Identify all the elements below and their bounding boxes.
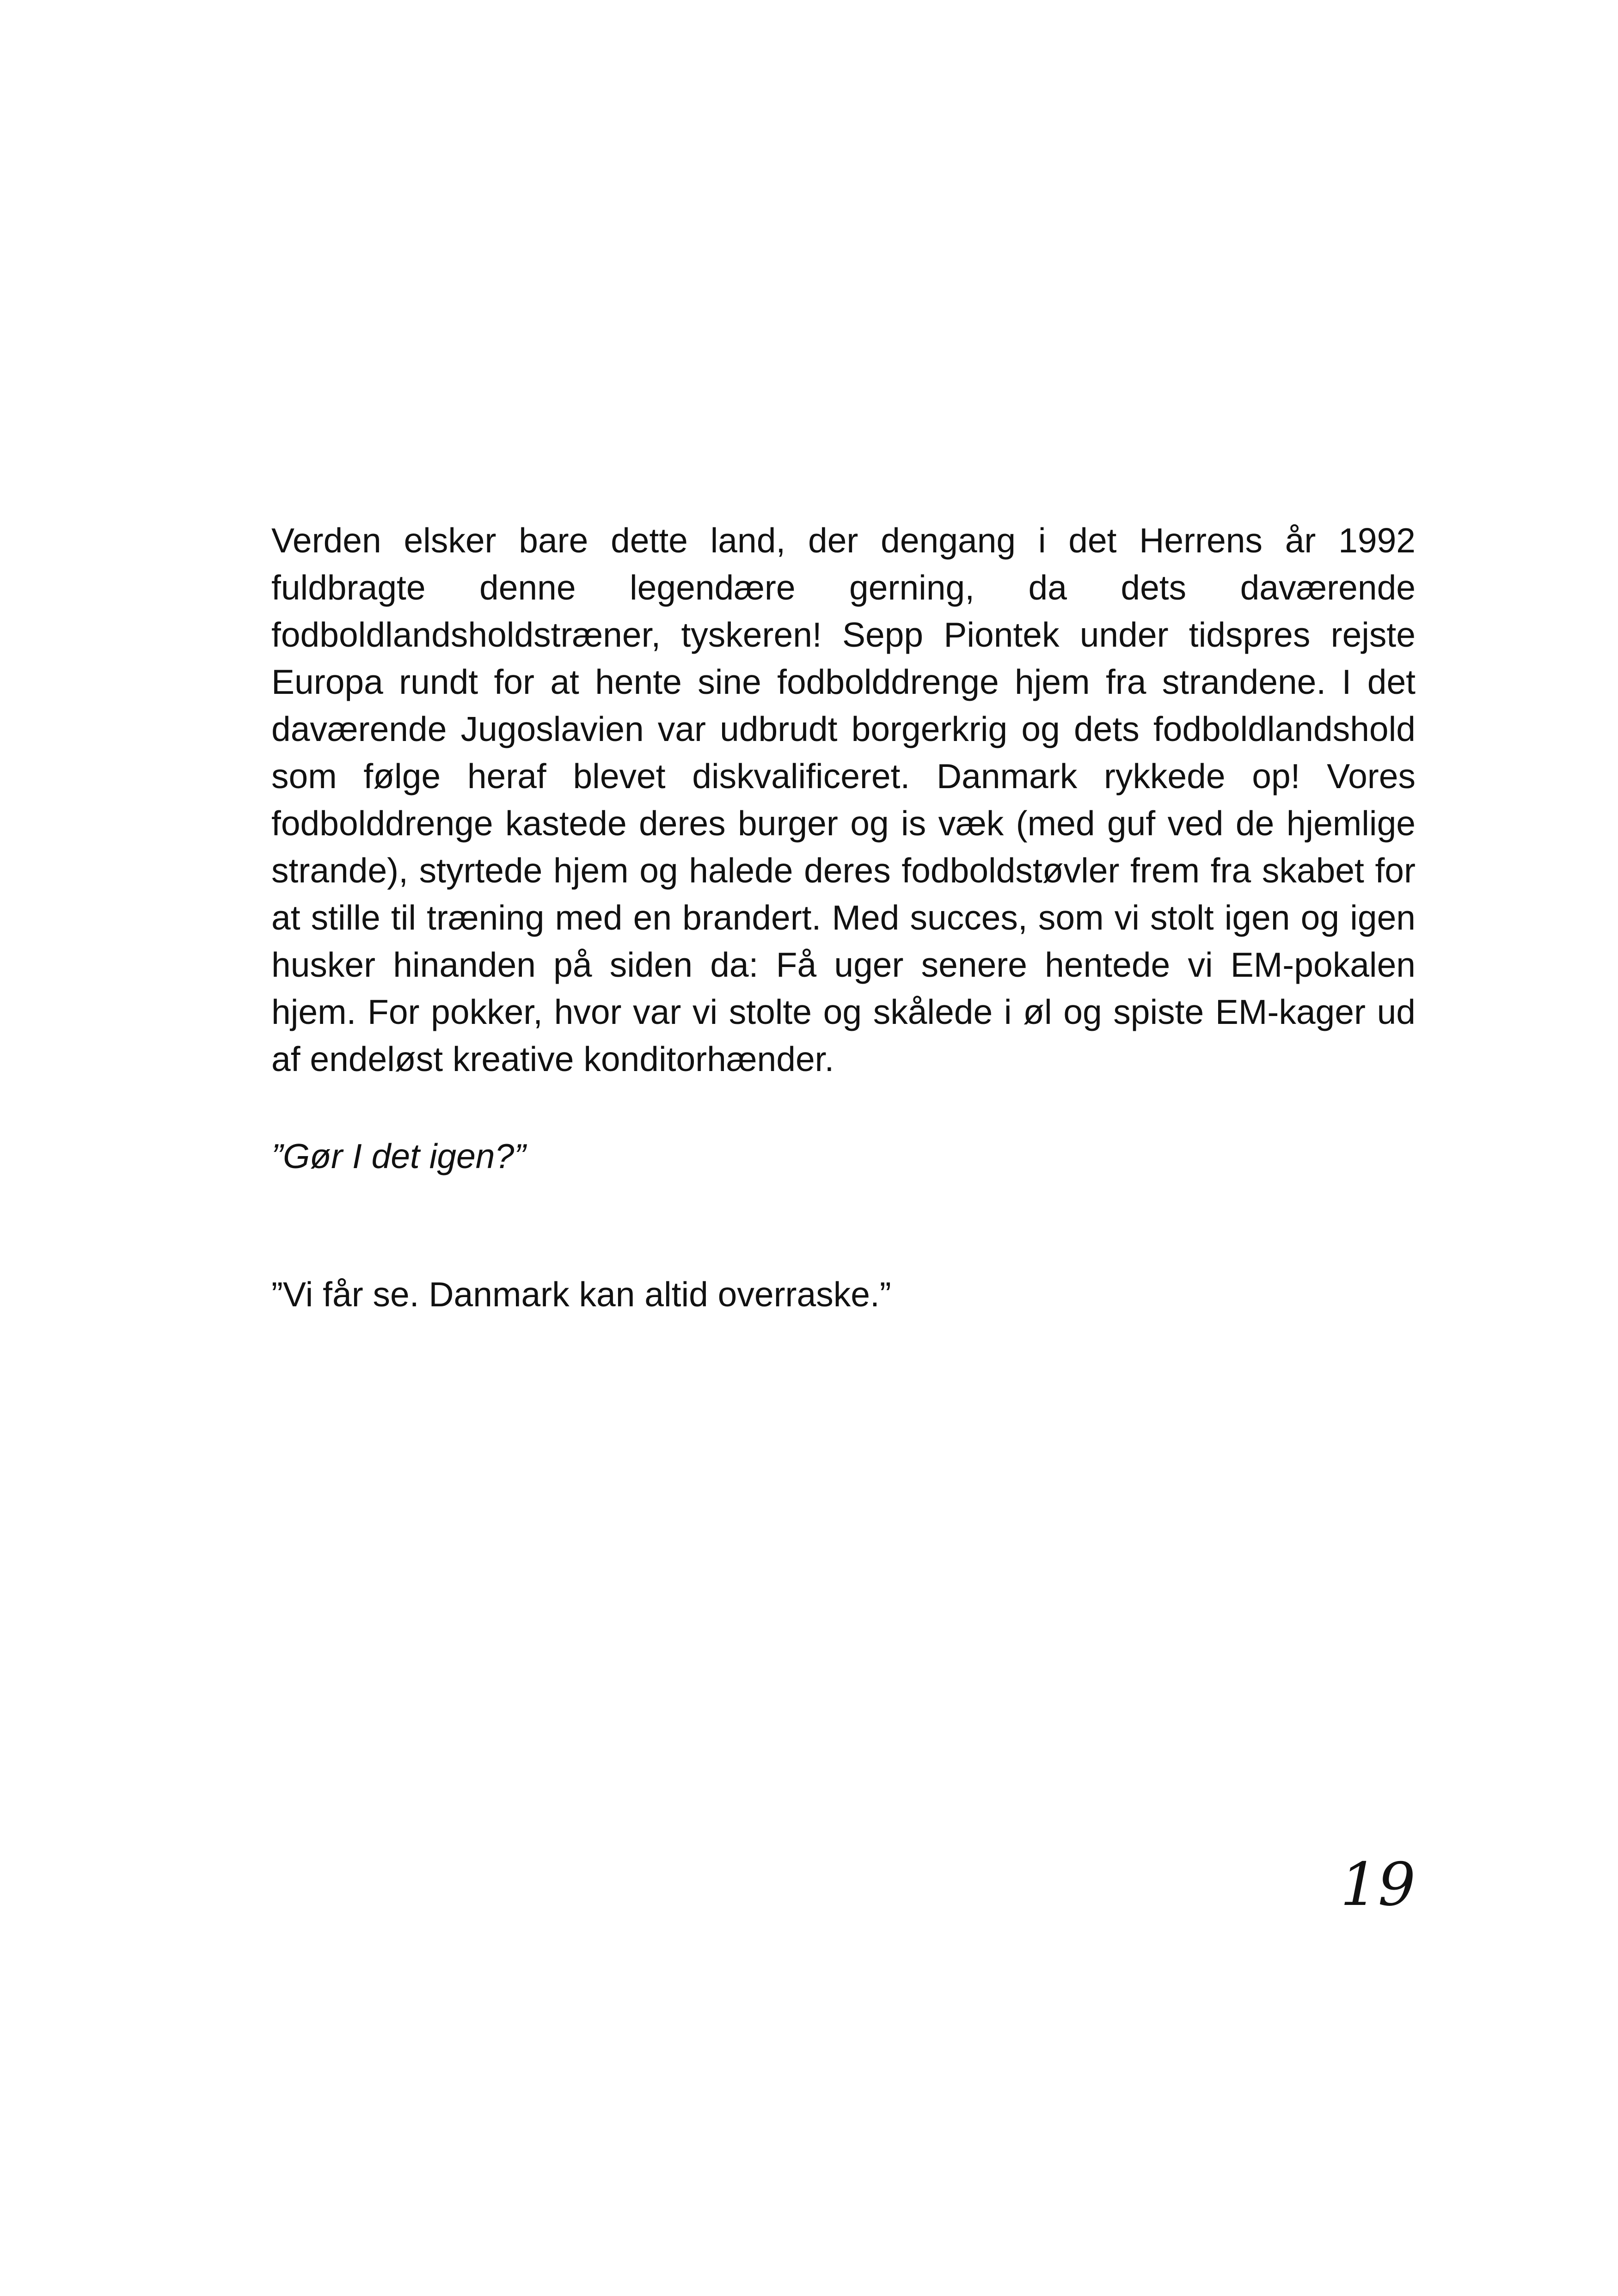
text-block: [271, 517, 1416, 1318]
quote-question: ”Gør I det igen?”: [271, 1137, 526, 1176]
quote-answer: ”Vi får se. Danmark kan altid overraske.”: [271, 1275, 891, 1314]
page-number: 19: [1340, 1850, 1416, 1919]
body-paragraph: Verden elsker bare dette land, der dengang i det Herrens år 1992 fuldbragte denne legendære gerning, da dets daværende fodboldlandsholdstræner, tyskeren! Sepp Piontek under tidspres rejste Europa rundt for at hente sine fodbolddrenge hjem fra strandene. I det daværende Jugoslavien var udbrudt borgerkrig og dets fodboldlandshold som følge heraf blevet diskvalificeret. Danmark rykkede op! Vores fodbolddrenge kastede deres burger og is væk (med guf ved de hjemlige strande), styrtede hjem og halede deres fodboldstøvler frem fra skabet for at stille til træning med en brandert. Med succes, som vi stolt igen og igen husker hinanden på siden da: Få uger senere hentede vi EM-pokalen hjem. For pokker, hvor var vi stolte og skålede i øl og spiste EM-kager ud af endeløst kreative konditorhænder.: [271, 521, 1416, 1078]
